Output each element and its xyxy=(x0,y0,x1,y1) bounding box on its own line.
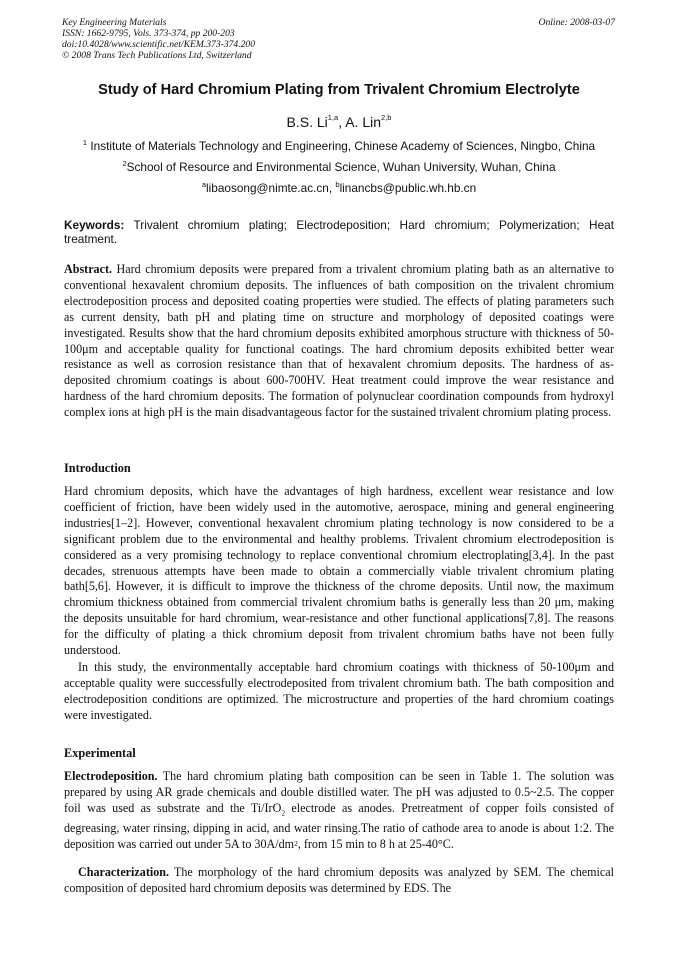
doi-line: doi:10.4028/www.scientific.net/KEM.373-374.200 xyxy=(62,39,256,50)
electrodeposition-sub: 2 xyxy=(281,808,286,818)
electrodeposition-text-2: electrode as anodes. Pretreatment of copper foils consisted of degreasing, water rinsing, dipping in acid, and water rinsing.The ratio of cathode area to anode is about 1:2. The deposition was carried out under 5A to 30A/dm xyxy=(64,800,614,852)
keywords-label: Keywords: xyxy=(64,218,125,232)
journal-info xyxy=(62,17,255,61)
keywords xyxy=(64,218,614,246)
author-separator: , xyxy=(338,114,346,130)
introduction-paragraph-2: In this study, the environmentally acceptable hard chromium coatings with thickness of 50-100μm and acceptable quality were successfully electrodeposited from trivalent chromium bath. The bath composition and electrodeposition conditions are optimized. The microstructure and properties of the hard chromium coatings were investigated. xyxy=(64,660,614,722)
author-1: B.S. Li xyxy=(286,114,328,130)
affiliation-2-sup: 2 xyxy=(122,159,127,168)
abstract xyxy=(64,262,614,421)
keywords-text: Trivalent chromium plating; Electrodeposition; Hard chromium; Polymerization; Heat treatment. xyxy=(64,218,614,246)
copyright-line: © 2008 Trans Tech Publications Ltd, Switzerland xyxy=(62,50,252,61)
introduction-paragraph-1: Hard chromium deposits, which have the advantages of high hardness, excellent wear resistance and low coefficient of friction, have been widely used in the automotive, aerospace, mining and general engineering industries[1–2]. However, conventional hexavalent chromium plating technology is now considered to be a significant problem due to the environmental and healthy problems. Trivalent chromium electrodeposition is considered as a very promising technology to replace conventional chromium electroplating[3,4]. In the past decades, strenuous attempts have been made to obtain a commercially viable trivalent chromium plating bath[5,6]. However, it is difficult to improve the thickness of the chrome deposits. Until now, the maximum chromium thickness obtained from commercial trivalent chromium baths is generally less than 20 μm, making the deposits unsuitable for hard chromium, wear-resistance and other functional applications[7,8]. The reasons for the difficulty of plating a thick chromium deposit from trivalent chromium baths have not been fully understood. xyxy=(64,484,614,658)
characterization-text: The morphology of the hard chromium deposits was analyzed by SEM. The chemical composition of deposited hard chromium deposits was determined by EDS. The xyxy=(64,865,614,895)
author-2-sup: 2,b xyxy=(381,113,392,122)
affiliation-1 xyxy=(0,139,678,153)
affiliation-2-text: School of Resource and Environmental Science, Wuhan University, Wuhan, China xyxy=(126,160,556,174)
abstract-label: Abstract. xyxy=(64,262,113,276)
email-b: linancbs@public.wh.hb.cn xyxy=(339,181,477,195)
electrodeposition-paragraph xyxy=(64,769,614,853)
author-1-sup: 1,a xyxy=(327,113,339,122)
characterization-paragraph xyxy=(64,865,614,897)
electrodeposition-sup: 2 xyxy=(294,839,298,849)
introduction-heading: Introduction xyxy=(64,461,131,475)
author-line xyxy=(0,114,678,130)
characterization-label: Characterization. xyxy=(78,865,170,879)
journal-name: Key Engineering Materials xyxy=(62,17,167,28)
emails xyxy=(0,181,678,195)
electrodeposition-text-3: , from 15 min to 8 h at 25-40°C. xyxy=(297,837,454,852)
author-2: A. Lin xyxy=(345,114,382,130)
affiliation-1-text: Institute of Materials Technology and Engineering, Chinese Academy of Sciences, Ningbo, China xyxy=(90,139,596,153)
paper-title: Study of Hard Chromium Plating from Trivalent Chromium Electrolyte xyxy=(98,82,580,98)
experimental-heading: Experimental xyxy=(64,746,136,760)
email-a-sup: a xyxy=(201,180,207,189)
electrodeposition-label: Electrodeposition. xyxy=(64,769,158,783)
affiliation-1-sup: 1 xyxy=(82,138,88,147)
email-b-sup: b xyxy=(335,180,340,189)
issn-line: ISSN: 1662-9795, Vols. 373-374, pp 200-203 xyxy=(62,28,235,39)
electrodeposition-text-1: The hard chromium plating bath composition can be seen in Table 1. The solution was prepared by using AR grade chemicals and double distilled water. The pH was adjusted to 0.5~2.5. The copper foil was used as substrate and the Ti/IrO xyxy=(64,769,614,815)
abstract-text: Hard chromium deposits were prepared from a trivalent chromium plating bath as an alternative to conventional hexavalent chromium deposits. The influences of bath composition on the trivalent chromium electrodeposition process and deposited coating properties were studied. The effects of plating parameters such as current density, bath pH and plating time on structure and morphology of deposited coatings were investigated. Results show that the hard chromium deposits exhibited amorphous structure with thickness of 50-100μm and acceptable quality for functional coatings. The hard chromium deposits exhibited better wear resistance as well as corrosion resistance than that of hexavalent chromium deposits. The hardness of as-deposited chromium coatings is about 600-700HV. Heat treatment could improve the wear resistance and hardness of the hard chromium deposits. The formation of polynuclear coordination compounds from hydroxyl complex ions at high pH is the main disadvantageous factor for the sustained trivalent chromium plating process. xyxy=(64,262,614,420)
online-date: Online: 2008-03-07 xyxy=(538,17,615,28)
affiliation-2 xyxy=(0,160,678,174)
email-a: libaosong@nimte.ac.cn, xyxy=(206,181,336,195)
